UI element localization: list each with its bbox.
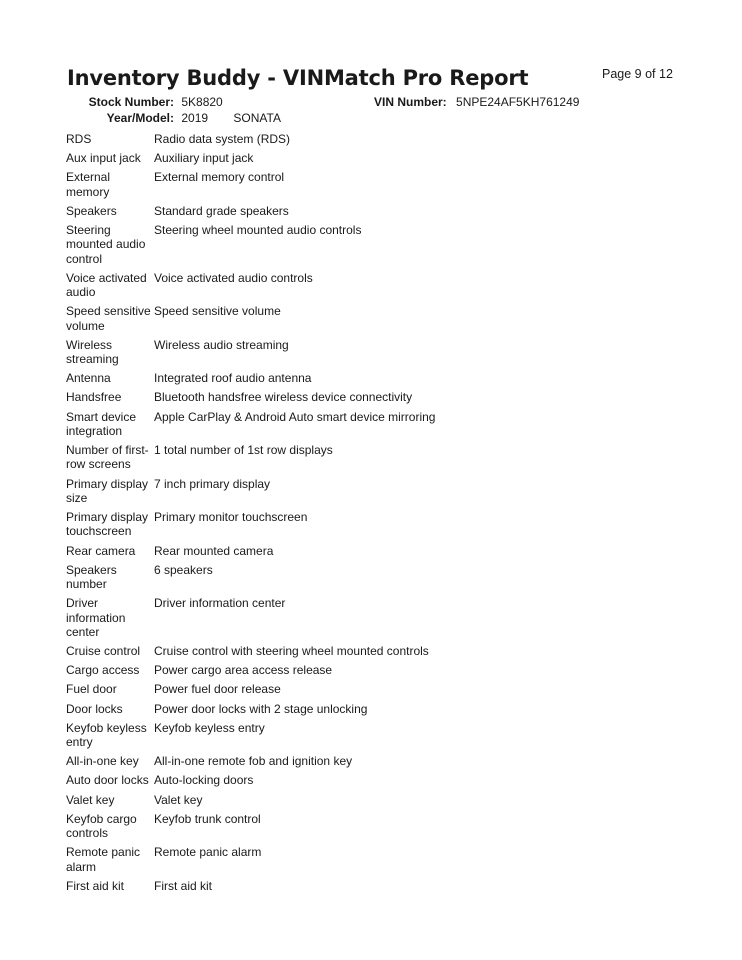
feature-description: Radio data system (RDS): [154, 132, 291, 146]
feature-description: Keyfob keyless entry: [154, 720, 265, 735]
feature-name: Voice activated audio: [66, 270, 147, 300]
feature-description: Cruise control with steering wheel mounted controls: [154, 644, 429, 659]
feature-name: Valet key: [66, 792, 115, 807]
feature-name: RDS: [66, 132, 92, 146]
feature-name: Primary display size: [66, 476, 149, 505]
table-row: [66, 563, 435, 596]
feature-description: First aid kit: [154, 878, 213, 893]
feature-description: Voice activated audio controls: [154, 270, 313, 285]
table-row: [66, 702, 435, 721]
feature-description: Auto-locking doors: [154, 773, 254, 788]
feature-table: [66, 132, 435, 898]
feature-name: Antenna: [66, 371, 111, 386]
feature-description: External memory control: [154, 170, 285, 185]
year-model-line: [67, 111, 281, 125]
feature-description: Valet key: [154, 792, 203, 807]
feature-description: Speed sensitive volume: [154, 304, 281, 319]
feature-name: Fuel door: [66, 682, 117, 697]
table-row: [66, 477, 435, 510]
table-row: [66, 544, 435, 563]
table-row: [66, 304, 435, 337]
table-row: [66, 793, 435, 812]
feature-description: 7 inch primary display: [154, 476, 271, 491]
table-row: [66, 644, 435, 663]
feature-name: Keyfob keyless entry: [66, 720, 147, 750]
feature-name: All-in-one key: [66, 754, 139, 769]
table-row: [66, 754, 435, 773]
stock-number-value: 5K8820: [181, 95, 223, 109]
model-value: SONATA: [233, 111, 281, 125]
page-number: Page 9 of 12: [602, 67, 673, 81]
table-row: [66, 223, 435, 271]
table-row: [66, 338, 435, 371]
feature-name: Speed sensitive volume: [66, 304, 151, 333]
feature-name: Number of first-row screens: [66, 443, 149, 472]
feature-description: Standard grade speakers: [154, 203, 289, 218]
table-row: [66, 721, 435, 754]
feature-description: Driver information center: [154, 596, 286, 611]
feature-description: Bluetooth handsfree wireless device connectivity: [154, 390, 413, 405]
table-row: [66, 443, 435, 476]
feature-description: Power cargo area access release: [154, 663, 333, 678]
feature-name: Wireless streaming: [66, 337, 119, 367]
feature-description: Steering wheel mounted audio controls: [154, 223, 362, 238]
year-model-label: Year/Model:: [106, 111, 174, 125]
table-row: [66, 371, 435, 390]
feature-description: Keyfob trunk control: [154, 811, 261, 826]
feature-description: Remote panic alarm: [154, 845, 262, 860]
table-row: [66, 812, 435, 845]
feature-description: Rear mounted camera: [154, 543, 274, 558]
feature-description: Power door locks with 2 stage unlocking: [154, 701, 368, 716]
table-row: [66, 845, 435, 878]
table-row: [66, 663, 435, 682]
table-row: [66, 271, 435, 304]
feature-name: Cargo access: [66, 663, 140, 678]
feature-name: Aux input jack: [66, 151, 141, 166]
vin-number-line: [374, 95, 579, 109]
feature-name: Steering mounted audio control: [66, 223, 146, 266]
table-row: [66, 132, 435, 151]
report-title: Inventory Buddy - VINMatch Pro Report: [67, 66, 529, 90]
table-row: [66, 510, 435, 543]
feature-description: Apple CarPlay & Android Auto smart device mirroring: [154, 409, 436, 424]
table-row: [66, 682, 435, 701]
feature-name: Primary display touchscreen: [66, 510, 149, 539]
year-value: 2019: [181, 111, 209, 125]
table-row: [66, 151, 435, 170]
feature-description: Integrated roof audio antenna: [154, 371, 312, 386]
feature-name: Speakers number: [66, 562, 117, 592]
feature-description: Auxiliary input jack: [154, 151, 254, 166]
stock-number-line: [67, 95, 223, 109]
feature-name: First aid kit: [66, 878, 125, 893]
feature-description: Wireless audio streaming: [154, 337, 289, 352]
feature-name: Door locks: [66, 701, 123, 716]
feature-name: External memory: [66, 170, 111, 199]
stock-number-label: Stock Number:: [88, 95, 174, 109]
feature-name: Rear camera: [66, 543, 136, 558]
feature-description: 1 total number of 1st row displays: [154, 443, 333, 458]
feature-name: Handsfree: [66, 390, 122, 405]
vin-number-value: 5NPE24AF5KH761249: [456, 95, 580, 109]
feature-name: Smart device integration: [66, 409, 137, 438]
feature-name: Remote panic alarm: [66, 845, 141, 874]
feature-name: Keyfob cargo controls: [66, 811, 137, 841]
feature-name: Speakers: [66, 203, 117, 218]
feature-name: Driver information center: [66, 596, 126, 639]
table-row: [66, 879, 435, 898]
table-row: [66, 596, 435, 644]
feature-description: Power fuel door release: [154, 682, 281, 697]
table-row: [66, 390, 435, 409]
table-row: [66, 204, 435, 223]
feature-description: 6 speakers: [154, 562, 213, 577]
table-row: [66, 170, 435, 203]
feature-description: All-in-one remote fob and ignition key: [154, 754, 353, 769]
feature-name: Cruise control: [66, 644, 141, 659]
feature-name: Auto door locks: [66, 773, 149, 788]
vin-number-label: VIN Number:: [374, 95, 447, 109]
feature-description: Primary monitor touchscreen: [154, 510, 308, 525]
table-row: [66, 773, 435, 792]
table-row: [66, 410, 435, 443]
